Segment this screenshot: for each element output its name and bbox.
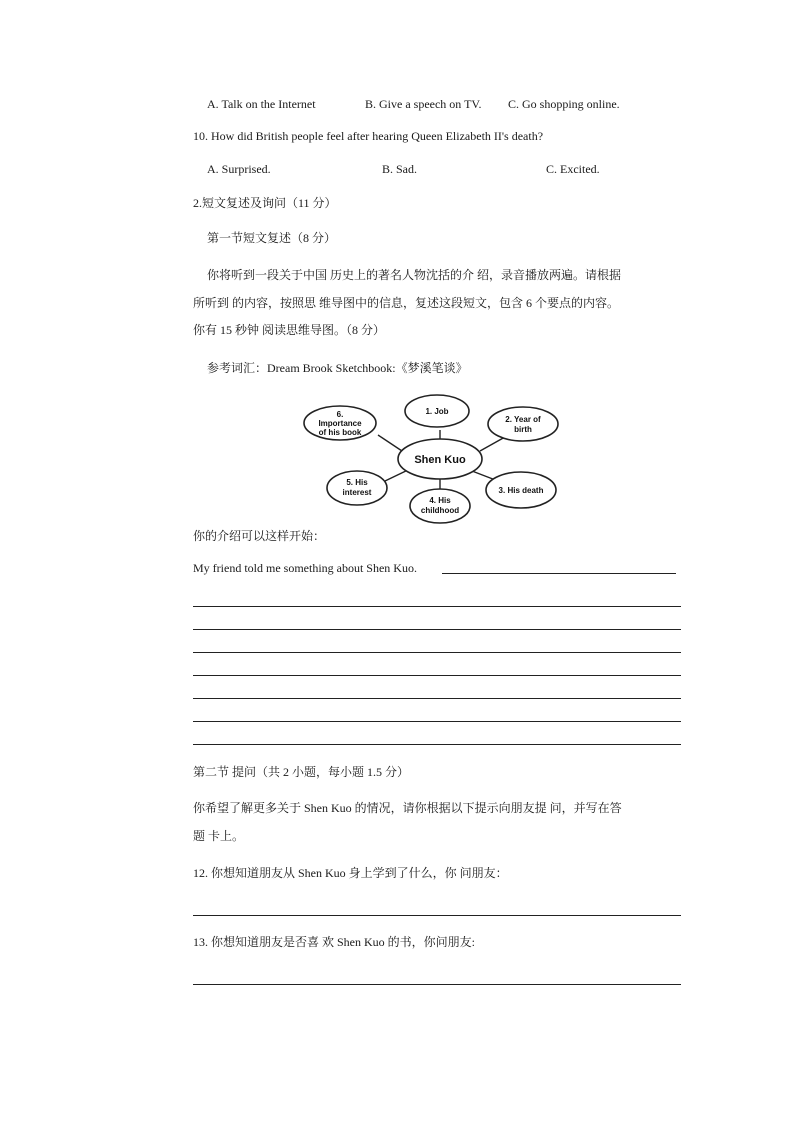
connector-importance bbox=[378, 435, 402, 451]
node-importance-label-3: of his book bbox=[318, 428, 362, 437]
q10-option-b: B. Sad. bbox=[382, 162, 418, 176]
answer-line-q12[interactable] bbox=[193, 915, 681, 916]
node-job-label: 1. Job bbox=[425, 407, 449, 416]
node-year-label-2: birth bbox=[514, 425, 532, 434]
node-importance-label-2: Importance bbox=[318, 419, 362, 428]
instructions-line-2: 所听到 的内容，按照思 维导图中的信息，复述这段短文，包含 6 个要点的内容。 bbox=[193, 296, 620, 310]
answer-line-4[interactable] bbox=[193, 675, 681, 676]
question-12: 12. 你想知道朋友从 Shen Kuo 身上学到了什么，你 问朋友： bbox=[193, 866, 508, 880]
intro-prompt: 你的介绍可以这样开始： bbox=[193, 529, 326, 543]
node-center-label: Shen Kuo bbox=[414, 454, 466, 466]
shen-kuo-mind-map bbox=[300, 393, 570, 528]
answer-line-2[interactable] bbox=[193, 629, 681, 630]
q10-option-a: A. Surprised. bbox=[207, 162, 271, 176]
node-interest-label-2: interest bbox=[342, 488, 372, 497]
q9-option-c: C. Go shopping online. bbox=[508, 97, 620, 111]
answer-line-intro[interactable] bbox=[442, 573, 676, 574]
node-importance-label-1: 6. bbox=[336, 410, 344, 419]
answer-line-5[interactable] bbox=[193, 698, 681, 699]
node-childhood-label-1: 4. His bbox=[429, 496, 451, 505]
part2-instructions-line-2: 题 卡上。 bbox=[193, 829, 245, 843]
node-death-label: 3. His death bbox=[498, 486, 544, 495]
node-year-of-birth bbox=[488, 407, 558, 441]
question-13: 13. 你想知道朋友是否喜 欢 Shen Kuo 的书，你问朋友: bbox=[193, 935, 476, 949]
vocab-reference: 参考词汇：Dream Brook Sketchbook:《梦溪笔谈》 bbox=[207, 361, 468, 375]
answer-line-1[interactable] bbox=[193, 606, 681, 607]
part1-heading: 第一节短文复述（8 分） bbox=[207, 231, 337, 245]
section2-heading: 2.短文复述及询问（11 分） bbox=[193, 196, 337, 210]
answer-line-7[interactable] bbox=[193, 744, 681, 745]
q9-option-b: B. Give a speech on TV. bbox=[365, 97, 482, 111]
part2-heading: 第二节 提问（共 2 小题，每小题 1.5 分） bbox=[193, 765, 410, 779]
connector-year bbox=[480, 437, 505, 451]
node-childhood-label-2: childhood bbox=[420, 506, 460, 515]
q10-stem: 10. How did British people feel after hearing Queen Elizabeth II's death? bbox=[193, 129, 544, 143]
instructions-line-3: 你有 15 秒钟 阅读思维导图。（8 分） bbox=[193, 323, 386, 337]
q10-option-c: C. Excited. bbox=[546, 162, 600, 176]
node-year-label-1: 2. Year of bbox=[505, 415, 541, 424]
node-interest-label-1: 5. His bbox=[346, 478, 368, 487]
answer-line-3[interactable] bbox=[193, 652, 681, 653]
intro-start: My friend told me something about Shen Kuo. bbox=[193, 561, 417, 575]
q9-option-a: A. Talk on the Internet bbox=[207, 97, 316, 111]
part2-instructions-line-1: 你希望了解更多关于 Shen Kuo 的情况，请你根据以下提示向朋友提 问，并写在答 bbox=[193, 801, 622, 815]
answer-line-6[interactable] bbox=[193, 721, 681, 722]
answer-line-q13[interactable] bbox=[193, 984, 681, 985]
instructions-line-1: 你将听到一段关于中国 历史上的著名人物沈括的介 绍，录音播放两遍。请根据 bbox=[207, 268, 622, 282]
